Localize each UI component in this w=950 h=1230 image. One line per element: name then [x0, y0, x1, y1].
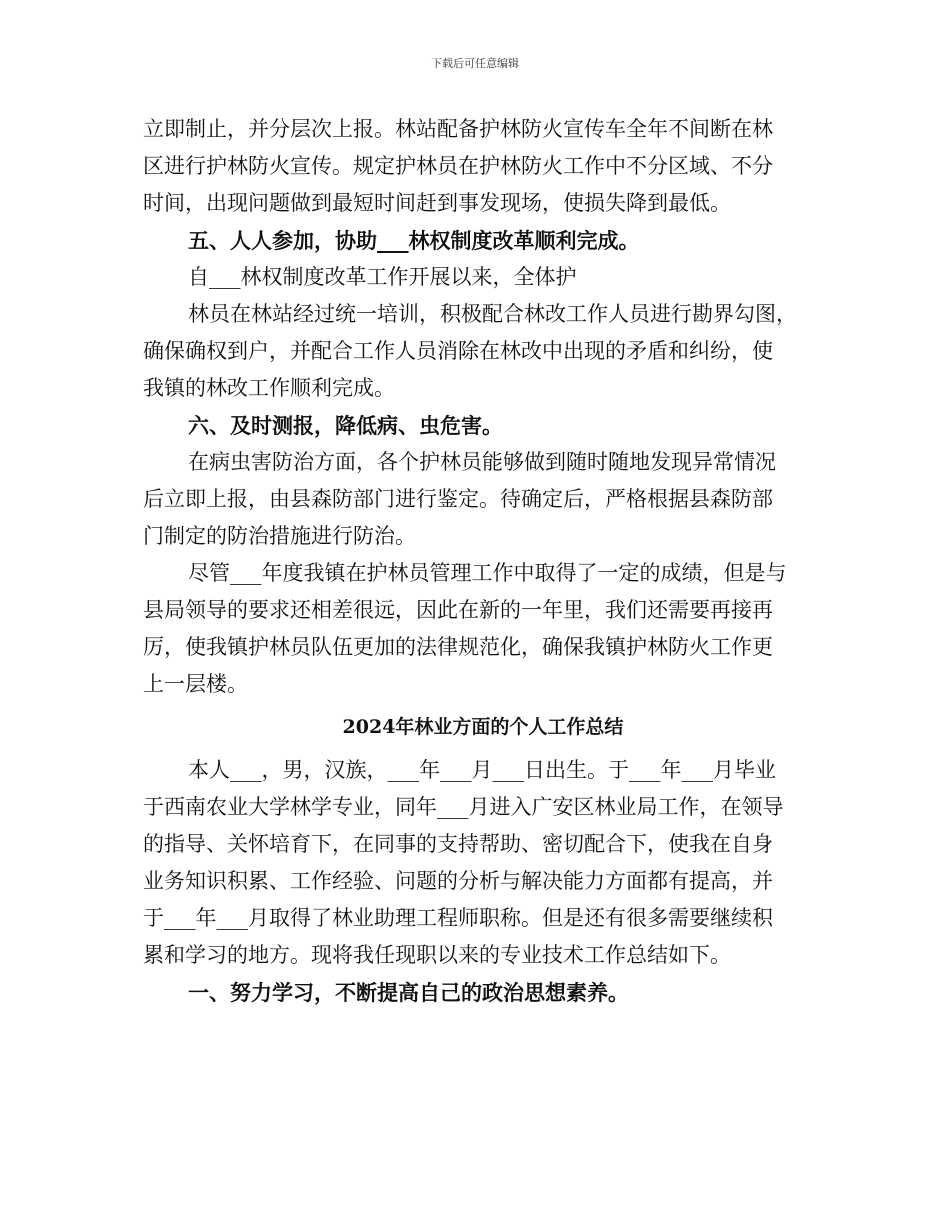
paragraph-line: 时间，出现问题做到最短时间赶到事发现场，使损失降到最低。: [143, 191, 731, 215]
paragraph-line: 于西南农业大学林学专业，同年___月进入广安区林业局工作，在领导: [143, 795, 784, 819]
section-forest-station: [143, 111, 823, 703]
paragraph-line: 林员在林站经过统一培训，积极配合林改工作人员进行勘界勾图，: [188, 302, 797, 326]
paragraph-line: 自___林权制度改革工作开展以来，全体护: [188, 265, 577, 289]
paragraph-line: 上一层楼。: [143, 672, 248, 696]
paragraph-line: 我镇的林改工作顺利完成。: [143, 376, 395, 400]
paragraph-line: 区进行护林防火宣传。规定护林员在护林防火工作中不分区域、不分: [143, 154, 773, 178]
paragraph-line: 本人___，男，汉族，___年___月___日出生。于___年___月毕业: [188, 758, 776, 782]
paragraph-line: 尽管___年度我镇在护林员管理工作中取得了一定的成绩，但是与: [188, 561, 787, 585]
paragraph-line: 的指导、关怀培育下，在同事的支持帮助、密切配合下，使我在自身: [143, 832, 773, 856]
section-heading: 五、人人参加，协助___林权制度改革顺利完成。: [188, 228, 640, 253]
paragraph-line: 厉，使我镇护林员队伍更加的法律规范化，确保我镇护林防火工作更: [143, 635, 773, 659]
paragraph-line: 于___年___月取得了林业助理工程师职称。但是还有很多需要继续积: [143, 906, 773, 930]
paragraph-line: 立即制止，并分层次上报。林站配备护林防火宣传车全年不间断在林: [143, 117, 773, 141]
paragraph-line: 门制定的防治措施进行防治。: [143, 524, 416, 548]
paragraph-line: 县局领导的要求还相差很远，因此在新的一年里，我们还需要再接再: [143, 598, 773, 622]
page-header: 下载后可任意编辑: [431, 57, 519, 70]
document-body: [143, 111, 823, 1011]
paragraph-line: 确保确权到户，并配合工作人员消除在林改中出现的矛盾和纠纷，使: [143, 339, 773, 363]
section-heading: 六、及时测报，降低病、虫危害。: [188, 413, 503, 438]
paragraph-line: 后立即上报，由县森防部门进行鉴定。待确定后，严格根据县森防部: [143, 487, 773, 511]
paragraph-line: 在病虫害防治方面，各个护林员能够做到随时随地发现异常情况: [188, 450, 776, 474]
paragraph-line: 业务知识积累、工作经验、问题的分析与解决能力方面都有提高，并: [143, 869, 773, 893]
section-heading: 一、努力学习，不断提高自己的政治思想素养。: [188, 980, 629, 1005]
section-personal-summary: [143, 752, 823, 1011]
document-title: 2024年林业方面的个人工作总结: [342, 716, 624, 738]
paragraph-line: 累和学习的地方。现将我任现职以来的专业技术工作总结如下。: [143, 943, 731, 967]
